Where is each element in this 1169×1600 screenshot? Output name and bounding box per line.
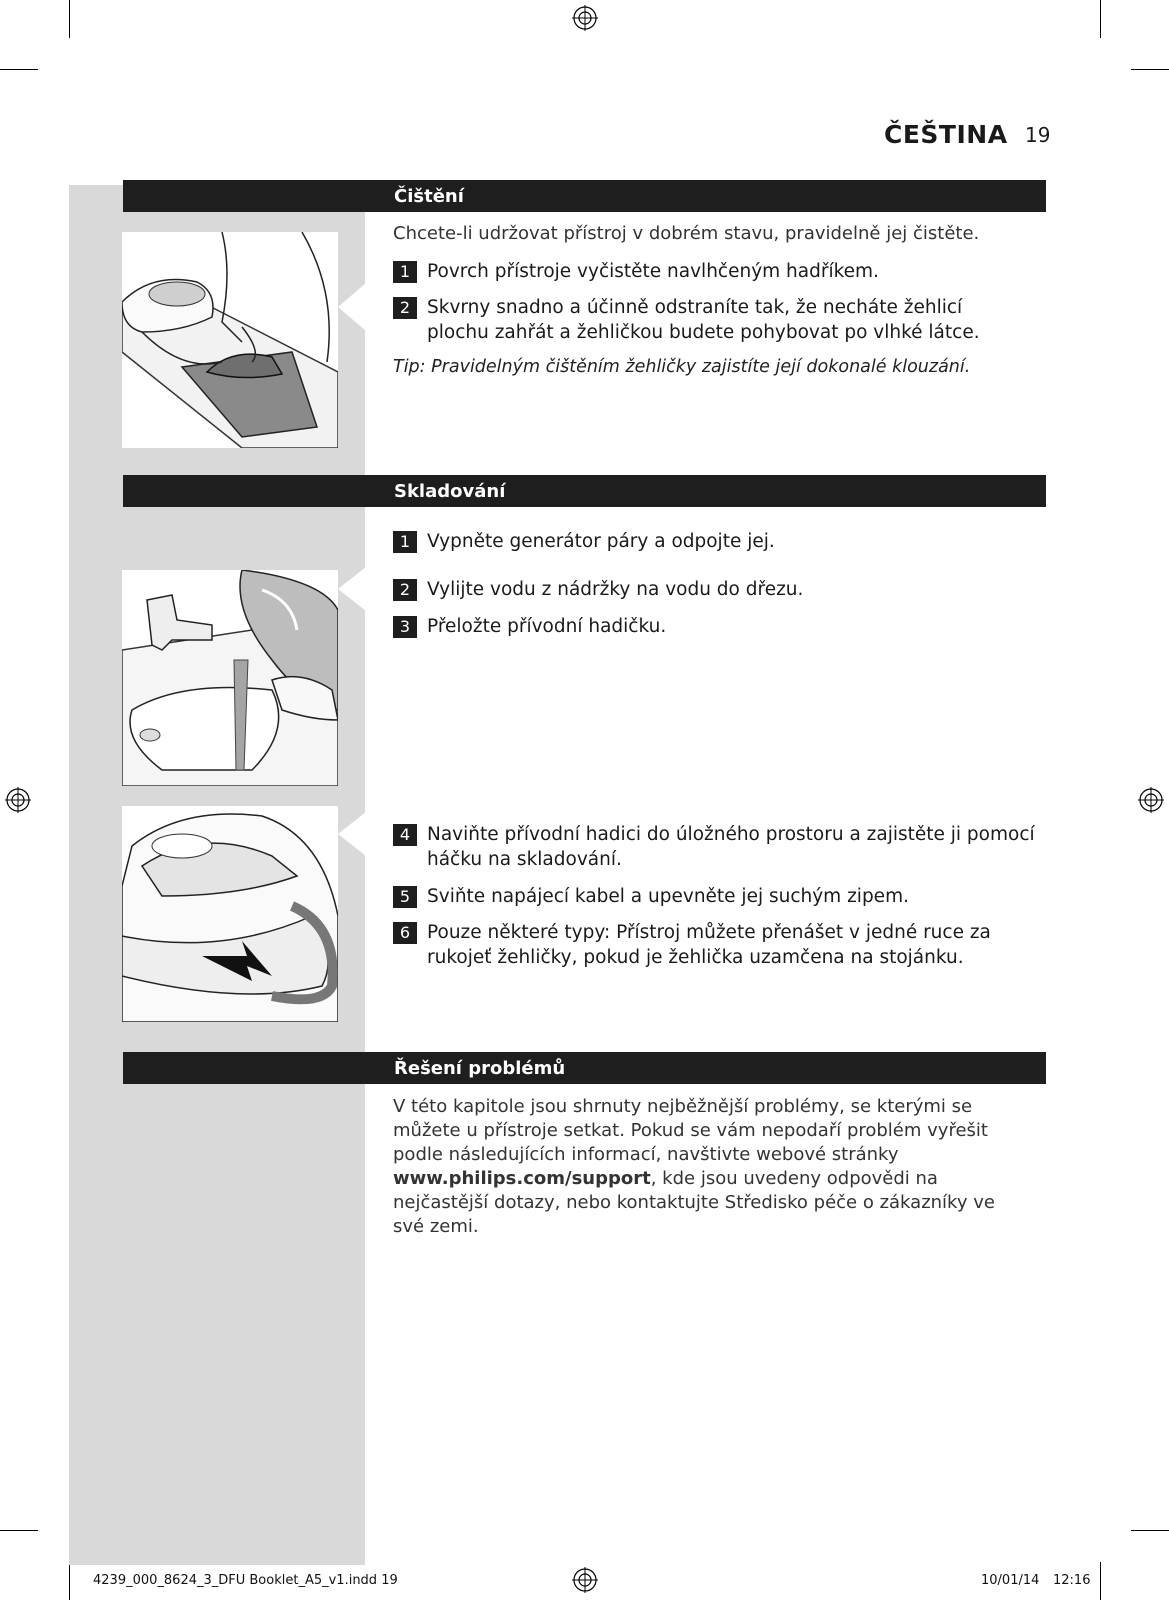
storage-step-6: [393, 920, 1053, 970]
step-text: Přeložte přívodní hadičku.: [427, 616, 667, 637]
cleaning-step-2: [393, 295, 1013, 345]
step-number: 6: [393, 922, 417, 944]
crop-mark: [69, 1562, 70, 1600]
cleaning-step-1: [393, 259, 1053, 284]
step-number: 3: [393, 616, 417, 638]
step-text: Skvrny snadno a účinně odstraníte tak, že necháte žehlicí plochu zahřát a žehličkou budete pohybovat po vlhké látce.: [427, 297, 980, 343]
step-text: Vylijte vodu z nádržky na vodu do dřezu.: [427, 579, 804, 600]
footer-time: 12:16: [1053, 1573, 1091, 1588]
section-bar-cleaning: [123, 180, 1046, 212]
step-text: Vypněte generátor páry a odpojte jej.: [427, 531, 775, 552]
cleaning-intro: Chcete-li udržovat přístroj v dobrém stavu, pravidelně jej čistěte.: [393, 223, 980, 244]
step-number: 1: [393, 261, 417, 283]
storage-step-2: [393, 577, 1053, 602]
storage-step-5: [393, 884, 1053, 909]
crop-mark: [1131, 69, 1169, 70]
step-number: 2: [393, 297, 417, 319]
step-number: 1: [393, 531, 417, 553]
section-title: Čištění: [394, 186, 464, 207]
footer-date: 10/01/14: [981, 1573, 1040, 1588]
crop-mark: [0, 1530, 38, 1531]
step-number: 5: [393, 886, 417, 908]
storage-illustration-sink: [122, 570, 338, 786]
step-text: Sviňte napájecí kabel a upevněte jej suchým zipem.: [427, 886, 909, 907]
registration-mark-icon: [1138, 787, 1164, 813]
registration-mark-icon: [572, 5, 598, 31]
footer-file: 4239_000_8624_3_DFU Booklet_A5_v1.indd 19: [93, 1573, 398, 1588]
step-number: 4: [393, 824, 417, 846]
cleaning-tip: Tip: Pravidelným čištěním žehličky zajistíte její dokonalé klouzání.: [393, 357, 971, 377]
support-link[interactable]: www.philips.com/support: [393, 1168, 651, 1189]
crop-mark: [69, 0, 70, 38]
crop-mark: [1131, 1530, 1169, 1531]
crop-mark: [1100, 1562, 1101, 1600]
cleaning-illustration: [122, 232, 338, 448]
crop-mark: [0, 69, 38, 70]
storage-step-3: [393, 614, 1053, 639]
section-title: Řešení problémů: [394, 1058, 566, 1079]
step-number: 2: [393, 579, 417, 601]
callout-pointer: [338, 283, 366, 331]
section-bar-troubleshooting: [123, 1052, 1046, 1084]
paragraph-text: , kde jsou uvedeny odpovědi na nejčastější dotazy, nebo kontaktujte Středisko péče o zákazníky ve své zemi.: [393, 1168, 995, 1237]
storage-step-4: [393, 822, 1043, 872]
section-title: Skladování: [394, 481, 506, 502]
step-text: Pouze některé typy: Přístroj můžete přenášet v jedné ruce za rukojeť žehličky, pokud je žehlička uzamčena na stojánku.: [427, 922, 991, 968]
language-heading: ČEŠTINA: [884, 120, 1008, 149]
registration-mark-icon: [572, 1567, 598, 1593]
registration-mark-icon: [5, 787, 31, 813]
callout-pointer: [338, 567, 366, 611]
page-number: 19: [1025, 123, 1051, 147]
troubleshooting-paragraph: [393, 1095, 1028, 1239]
section-bar-storage: [123, 475, 1046, 507]
callout-pointer: [338, 812, 366, 856]
step-text: Povrch přístroje vyčistěte navlhčeným hadříkem.: [427, 261, 879, 282]
storage-illustration-hose: [122, 806, 338, 1022]
crop-mark: [1100, 0, 1101, 38]
step-text: Naviňte přívodní hadici do úložného prostoru a zajistěte ji pomocí háčku na skladování.: [427, 824, 1035, 870]
storage-step-1: [393, 529, 1053, 554]
paragraph-text: V této kapitole jsou shrnuty nejběžnější problémy, se kterými se můžete u přístroje setkat. Pokud se vám nepodaří problém vyřešit podle následujících informací, navštivte webové stránky: [393, 1096, 988, 1165]
